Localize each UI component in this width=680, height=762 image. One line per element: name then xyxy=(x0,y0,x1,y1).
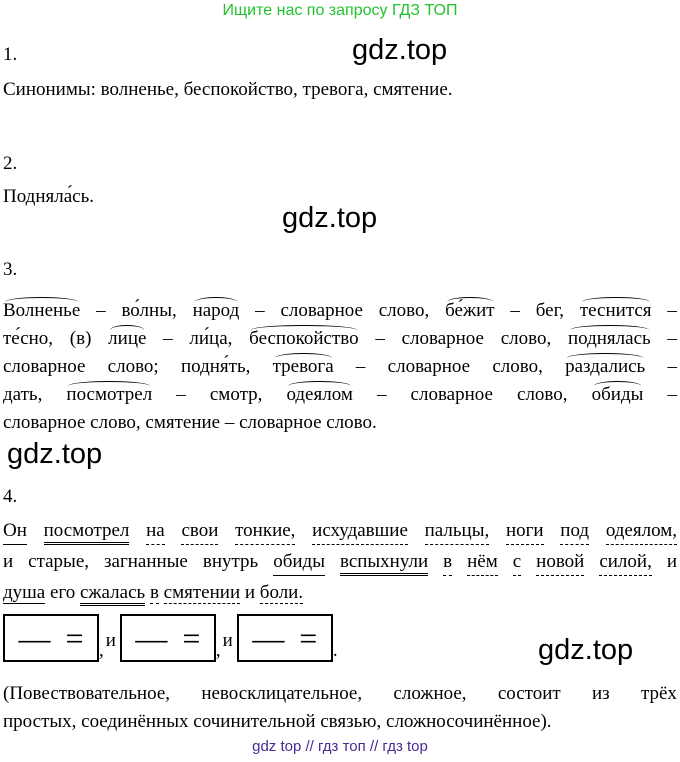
footer-links: gdz top // гдз топ // гдз top xyxy=(252,738,428,755)
word: в xyxy=(443,551,452,576)
word: одеялом xyxy=(286,384,353,405)
word: те́сно, xyxy=(3,328,54,349)
word: бег, xyxy=(535,300,564,321)
predicate: сжалась xyxy=(80,582,145,606)
sentence-scheme xyxy=(3,610,338,662)
word: и xyxy=(244,582,256,603)
word: ноги xyxy=(506,520,544,545)
word: (Повествовательное, xyxy=(3,683,171,704)
word: его xyxy=(49,582,76,603)
conjunction: и xyxy=(105,630,116,651)
sentence-line xyxy=(3,520,677,545)
sentence-line xyxy=(3,551,677,576)
word: – xyxy=(375,328,385,349)
word: раздались xyxy=(565,356,646,377)
word: с xyxy=(513,551,521,576)
word: смотр, xyxy=(209,384,263,405)
period: . xyxy=(332,640,338,661)
word: сложное, xyxy=(393,683,467,704)
word: – xyxy=(510,300,520,321)
word: старые, xyxy=(28,551,90,572)
word: трёх xyxy=(640,683,677,704)
word: обиды xyxy=(591,384,644,405)
word: бе́жит xyxy=(445,300,495,321)
word: словарное xyxy=(3,356,86,377)
word: словарное xyxy=(410,384,493,405)
clause-bracket xyxy=(120,614,216,662)
word: – xyxy=(667,384,677,405)
text-line xyxy=(3,356,677,378)
word: слово, xyxy=(500,328,552,349)
predicate: посмотрел xyxy=(44,520,130,545)
text-line xyxy=(3,384,677,406)
subject: обиды xyxy=(273,551,325,576)
comma: , xyxy=(99,640,104,661)
word: слово, xyxy=(378,300,430,321)
word: под xyxy=(560,520,589,545)
word: исхудавшие xyxy=(312,520,408,545)
word: – xyxy=(163,328,173,349)
word: словарное xyxy=(387,356,471,377)
word: – xyxy=(376,384,387,405)
task-number: 2. xyxy=(3,153,18,174)
sentence-line xyxy=(3,582,303,604)
subject-mark: — xyxy=(135,620,168,656)
word: поднялась xyxy=(567,328,651,349)
word: словарное xyxy=(401,328,484,349)
word: – xyxy=(667,328,677,349)
word: теснится xyxy=(579,300,652,321)
word: внутрь xyxy=(202,551,259,572)
word: одеялом, xyxy=(606,520,677,545)
word: смятении xyxy=(163,582,241,603)
word: (в) xyxy=(69,328,92,349)
word: состоит xyxy=(497,683,561,704)
word: боли. xyxy=(259,582,304,603)
clause-bracket xyxy=(237,614,333,662)
word: в xyxy=(149,582,159,603)
word: силой, xyxy=(599,551,652,576)
word: народ xyxy=(192,300,240,321)
predicate-mark: = xyxy=(299,620,318,656)
watermark: gdz.top xyxy=(7,438,103,470)
predicate-mark: = xyxy=(182,620,201,656)
word: нём xyxy=(467,551,498,576)
text-line: словарное слово, смятение – словарное слово. xyxy=(3,412,377,433)
task-number: 4. xyxy=(3,486,18,507)
word: во́лны, xyxy=(121,300,177,321)
clause-bracket xyxy=(3,614,99,662)
word: посмотрел xyxy=(66,384,153,405)
word: пальцы, xyxy=(425,520,490,545)
word: Волненье xyxy=(3,300,81,321)
word: тревога xyxy=(272,356,334,377)
watermark: gdz.top xyxy=(538,634,634,666)
text-line xyxy=(3,300,677,322)
word: лице xyxy=(108,328,147,349)
word: беспокойство xyxy=(249,328,359,349)
predicate-mark: = xyxy=(65,620,84,656)
conjunction: и xyxy=(222,630,233,651)
word: из xyxy=(592,683,610,704)
word: подня́ть, xyxy=(180,356,251,377)
word: словарное xyxy=(280,300,363,321)
word: на xyxy=(146,520,165,545)
task-text: Синонимы: волненье, беспокойство, тревога, смятение. xyxy=(3,79,453,100)
explanation-line xyxy=(3,683,677,705)
word: свои xyxy=(181,520,218,545)
explanation-line: простых, соединённых сочинительной связью, сложносочинённое). xyxy=(3,711,552,732)
word: слово, xyxy=(492,356,543,377)
task-number: 3. xyxy=(3,259,18,280)
watermark: gdz.top xyxy=(282,202,378,234)
subject: Он xyxy=(3,520,27,545)
word: и xyxy=(666,551,677,572)
text-line xyxy=(3,328,677,350)
word: – xyxy=(667,300,677,321)
word: невосклицательное, xyxy=(201,683,363,704)
subject-mark: — xyxy=(18,620,51,656)
word: тонкие, xyxy=(235,520,295,545)
subject: душа xyxy=(3,582,46,603)
word: новой xyxy=(536,551,584,576)
word: и xyxy=(3,551,14,572)
word: слово; xyxy=(107,356,159,377)
word: – xyxy=(96,300,106,321)
word: загнанные xyxy=(104,551,188,572)
subject-mark: — xyxy=(252,620,285,656)
word: – xyxy=(355,356,366,377)
task-text: Подняла́сь. xyxy=(3,186,95,207)
word: ли́ца, xyxy=(189,328,233,349)
word: – xyxy=(667,356,677,377)
word: дать, xyxy=(3,384,43,405)
task-number: 1. xyxy=(3,44,18,65)
word: слово, xyxy=(517,384,568,405)
word: – xyxy=(255,300,265,321)
comma: , xyxy=(215,640,221,661)
watermark: gdz.top xyxy=(352,34,448,66)
predicate: вспыхнули xyxy=(340,551,428,576)
word: – xyxy=(176,384,186,405)
top-banner: Ищите нас по запросу ГДЗ ТОП xyxy=(222,2,458,19)
